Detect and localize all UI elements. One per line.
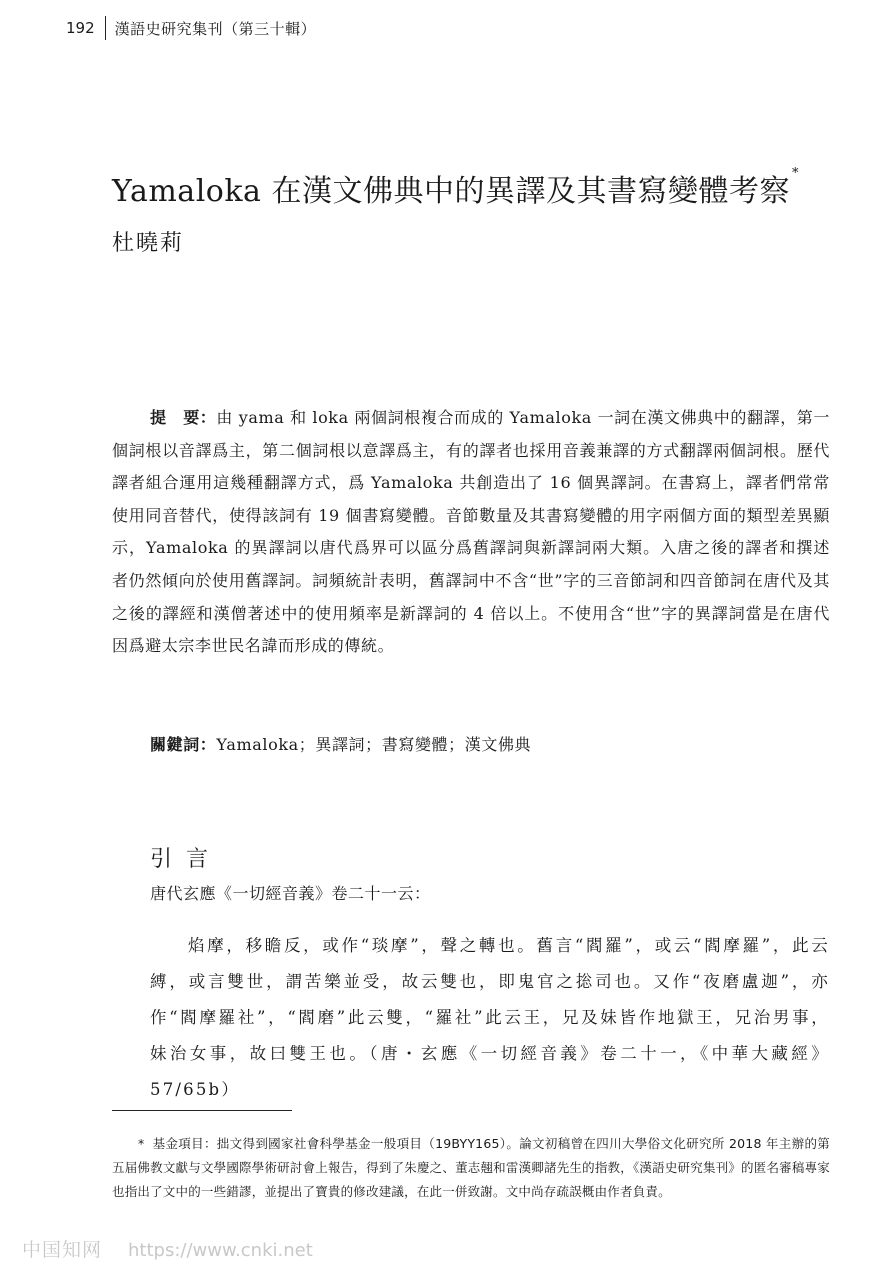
keywords [150,732,531,755]
footnote-divider [112,1110,292,1111]
footnote-mark: * [138,1136,145,1151]
running-header [66,14,316,42]
watermark-url: https://www.cnki.net [128,1240,313,1261]
footnote-text: 基金項目：拙文得到國家社會科學基金一般項目（19BYY165）。論文初稿曾在四川大學俗文化研究所 2018 年主辦的第五届佛教文獻与文學國際學術研討會上報告，得到了朱慶之、董志翹和雷漢卿諸先生的指教，《漢語史研究集刊》的匿名審稿專家也指出了文中的一些錯謬，並提出了寶貴的修改建議，在此一併致謝。文中尚存疏誤概由作者負責。 [112,1136,830,1199]
keywords-text: Yamaloka；異譯詞；書寫變體；漢文佛典 [216,735,532,754]
journal-title: 漢語史研究集刊（第三十輯） [114,19,317,38]
keywords-label: 關鍵詞： [150,735,217,754]
section-heading: 引言 [150,847,223,872]
abstract [112,402,830,663]
header-divider [105,16,106,40]
page-number: 192 [66,19,95,37]
title-note-mark: * [791,166,799,181]
block-quote [150,928,830,1108]
cnki-watermark [22,1235,313,1262]
author-name: 杜曉莉 [112,231,185,256]
abstract-label: 提 要： [150,408,217,427]
article-title-text: Yamaloka 在漢文佛典中的異譯及其書寫變體考察 [112,174,790,209]
abstract-text: 由 yama 和 loka 兩個詞根複合而成的 Yamaloka 一詞在漢文佛典中的翻譯，第一個詞根以音譯爲主，第二個詞根以意譯爲主，有的譯者也採用音義兼譯的方式翻譯兩個詞根。歷代譯者組合運用這幾種翻譯方式，爲 Yamaloka 共創造出了 16 個異譯詞。在書寫上，譯者們常常使用同音替代，使得該詞有 19 個書寫變體。音節數量及其書寫變體的用字兩個方面的類型差異顯示，Yamaloka 的異譯詞以唐代爲界可以區分爲舊譯詞與新譯詞兩大類。入唐之後的譯者和撰述者仍然傾向於使用舊譯詞。詞頻統計表明，舊譯詞中不含“世”字的三音節詞和四音節詞在唐代及其之後的譯經和漢僧著述中的使用頻率是新譯詞的 4 倍以上。不使用含“世”字的異譯詞當是在唐代因爲避太宗李世民名諱而形成的傳統。 [112,408,830,656]
article-title [112,166,799,210]
block-quote-text: 焰摩，移瞻反，或作“琰摩”，聲之轉也。舊言“閻羅”，或云“閻摩羅”，此云縛，或言雙世，謂苦樂並受，故云雙也，即鬼官之捴司也。又作“夜磨盧迦”，亦作“閻摩羅社”，“閻磨”此云雙，“羅社”此云王，兄及妹皆作地獄王，兄治男事，妹治女事，故曰雙王也。（唐・玄應《一切經音義》卷二十一，《中華大藏經》57/65b） [150,936,830,1099]
watermark-brand: 中国知网 [22,1239,103,1261]
footnote [112,1132,830,1204]
lead-sentence: 唐代玄應《一切經音義》卷二十一云： [150,884,431,903]
